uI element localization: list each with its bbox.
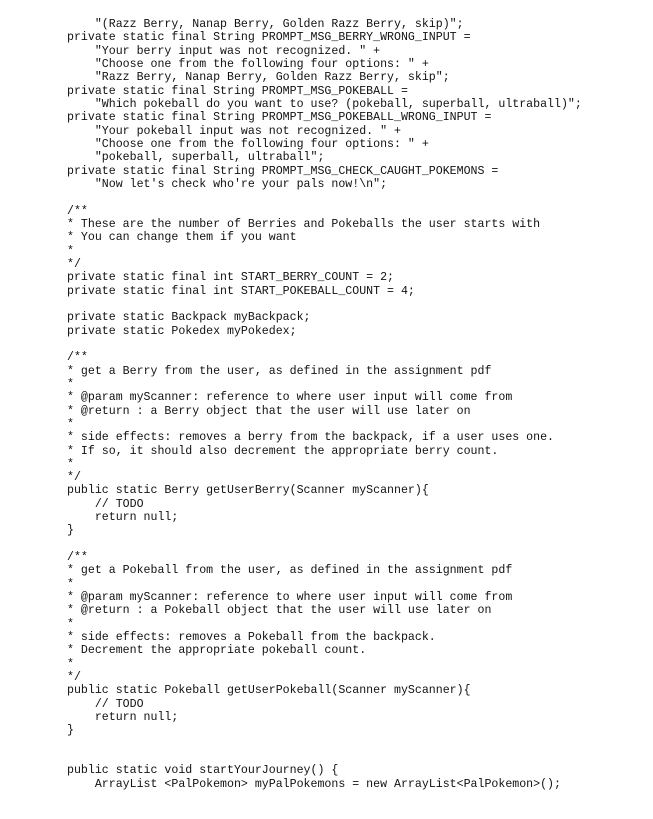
code-line: "Choose one from the following four options: " + [67,137,429,151]
code-line: "Which pokeball do you want to use? (pokeball, superball, ultraball)"; [67,97,582,111]
code-line: private static final String PROMPT_MSG_POKEBALL = [67,84,408,98]
code-line: * @return : a Berry object that the user will use later on [67,404,471,418]
code-line: * If so, it should also decrement the appropriate berry count. [67,444,499,458]
code-line: */ [67,471,81,485]
code-line: private static final int START_BERRY_COUNT = 2; [67,271,394,285]
code-line: private static final String PROMPT_MSG_CHECK_CAUGHT_POKEMONS = [67,164,499,178]
code-line: ArrayList <PalPokemon> myPalPokemons = new ArrayList<PalPokemon>(); [67,777,561,791]
code-line: * [67,577,74,591]
code-line: /** [67,351,88,365]
code-line: * get a Berry from the user, as defined in the assignment pdf [67,364,492,378]
code-line [67,738,582,751]
code-line [67,751,582,764]
code-line: * [67,457,74,471]
code-line: "pokeball, superball, ultraball"; [67,151,325,165]
code-line: * These are the number of Berries and Pokeballs the user starts with [67,217,541,231]
code-line: * Decrement the appropriate pokeball count. [67,644,367,658]
code-line: * side effects: removes a Pokeball from the backpack. [67,631,436,645]
code-line: } [67,724,74,738]
code-line: private static Backpack myBackpack; [67,311,311,325]
code-line: return null; [67,711,179,725]
code-line: "Now let's check who're your pals now!\n"; [67,177,388,191]
code-line: * side effects: removes a berry from the backpack, if a user uses one. [67,431,555,445]
code-line [67,298,582,311]
code-line: public static Pokeball getUserPokeball(Scanner myScanner){ [67,684,471,698]
code-line: /** [67,551,88,565]
code-line: "Choose one from the following four options: " + [67,57,429,71]
code-line: * [67,244,74,258]
code-line: private static Pokedex myPokedex; [67,324,297,338]
code-line: * @param myScanner: reference to where user input will come from [67,591,513,605]
code-line: */ [67,257,81,271]
code-line: */ [67,671,81,685]
code-line: private static final String PROMPT_MSG_POKEBALL_WRONG_INPUT = [67,111,492,125]
code-line: * get a Pokeball from the user, as defined in the assignment pdf [67,564,513,578]
code-line: * You can change them if you want [67,231,297,245]
code-line: * @return : a Pokeball object that the user will use later on [67,604,492,618]
code-line [67,191,582,204]
code-line: * [67,617,74,631]
code-line: public static Berry getUserBerry(Scanner myScanner){ [67,484,429,498]
code-line: * @param myScanner: reference to where user input will come from [67,391,513,405]
code-line: "Your berry input was not recognized. " + [67,44,381,58]
code-line: // TODO [67,497,144,511]
code-line: return null; [67,511,179,525]
code-line: public static void startYourJourney() { [67,764,339,778]
code-line: "Your pokeball input was not recognized. " + [67,124,401,138]
code-line: private static final int START_POKEBALL_COUNT = 4; [67,284,415,298]
code-line [67,338,582,351]
code-line: * [67,377,74,391]
code-listing [67,18,582,791]
code-line: * [67,417,74,431]
code-line: private static final String PROMPT_MSG_BERRY_WRONG_INPUT = [67,31,471,45]
code-line [67,538,582,551]
code-line: "(Razz Berry, Nanap Berry, Golden Razz Berry, skip)"; [67,18,464,31]
code-line: /** [67,204,88,218]
code-line: * [67,657,74,671]
code-line: } [67,524,74,538]
code-line: // TODO [67,697,144,711]
code-line: "Razz Berry, Nanap Berry, Golden Razz Berry, skip"; [67,71,450,85]
